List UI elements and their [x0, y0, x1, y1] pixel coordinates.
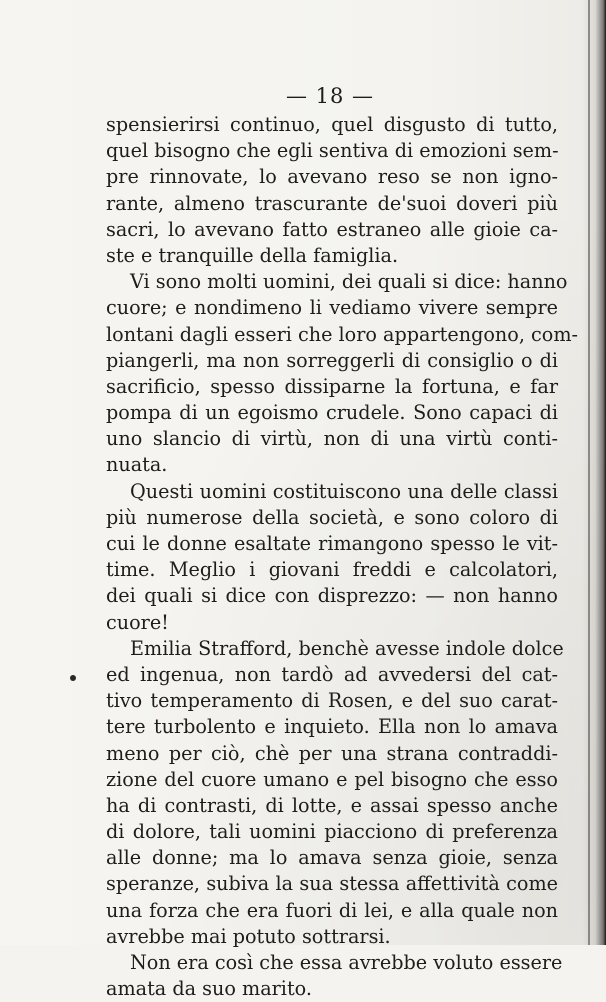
text-line: quel bisogno che egli sentiva di emozioni sem- [106, 139, 559, 163]
text-line: lontani dagli esseri che loro appartengono, com- [106, 322, 579, 346]
text-line: dei quali si dice con disprezzo: — non hanno [106, 584, 558, 608]
text-line: una forza che era fuori di lei, e alla quale non [106, 898, 558, 922]
page-number: — 18 — [285, 84, 375, 108]
text-line: spensierirsi continuo, quel disgusto di tutto, [106, 113, 558, 136]
text-line: Vi sono molti uomini, dei quali si dice: hanno [130, 270, 568, 294]
text-line: amata da suo marito. [106, 977, 312, 1001]
text-line: alle donne; ma lo amava senza gioie, senza [106, 846, 558, 870]
text-line: cuore! [106, 610, 169, 634]
text-line: rante, almeno trascurante de'suoi doveri più [106, 191, 558, 215]
text-line: di dolore, tali uomini piacciono di preferenza [106, 820, 558, 844]
text-line: zione del cuore umano e pel bisogno che esso [106, 767, 558, 791]
ink-speck [70, 675, 76, 681]
text-line: meno per ciò, chè per una strana contraddi- [106, 741, 558, 765]
text-line: tere turbolento e inquieto. Ella non lo amava [106, 715, 558, 739]
text-line: Emilia Strafford, benchè avesse indole dolce [130, 636, 564, 660]
text-line: cuore; e nondimeno li vediamo vivere sempre [106, 296, 558, 320]
text-line: ste e tranquille della famiglia. [106, 243, 399, 267]
text-line: Non era così che essa avrebbe voluto essere [130, 951, 563, 974]
page-edge-line [588, 0, 590, 945]
body-text [106, 112, 579, 1002]
text-line: Questi uomini costituiscono una delle classi [130, 479, 558, 503]
text-line: nuata. [106, 453, 168, 477]
text-line: ha di contrasti, di lotte, e assai spesso anche [106, 793, 558, 817]
page-edge-shadow [582, 0, 606, 945]
text-line: cui le donne esaltate rimangono spesso le vit- [106, 532, 558, 555]
text-line: più numerose della società, e sono coloro di [106, 505, 558, 529]
text-line: avrebbe mai potuto sottrarsi. [106, 924, 391, 948]
text-line: sacrificio, spesso dissiparne la fortuna, e far [106, 374, 558, 398]
text-line: speranze, subiva la sua stessa affettività come [106, 872, 558, 896]
text-line: uno slancio di virtù, non di una virtù conti- [106, 427, 558, 451]
text-line: piangerli, ma non sorreggerli di consiglio o di [106, 348, 558, 372]
text-line: tivo temperamento di Rosen, e del suo carat- [106, 689, 558, 713]
text-line: pre rinnovate, lo avevano reso se non igno- [106, 165, 558, 189]
text-line: sacri, lo avevano fatto estraneo alle gioie ca- [106, 217, 558, 241]
text-line: time. Meglio i giovani freddi e calcolatori, [106, 558, 558, 582]
text-line: ed ingenua, non tardò ad avvedersi del cat- [106, 662, 558, 686]
text-line: pompa di un egoismo crudele. Sono capaci di [106, 401, 558, 425]
